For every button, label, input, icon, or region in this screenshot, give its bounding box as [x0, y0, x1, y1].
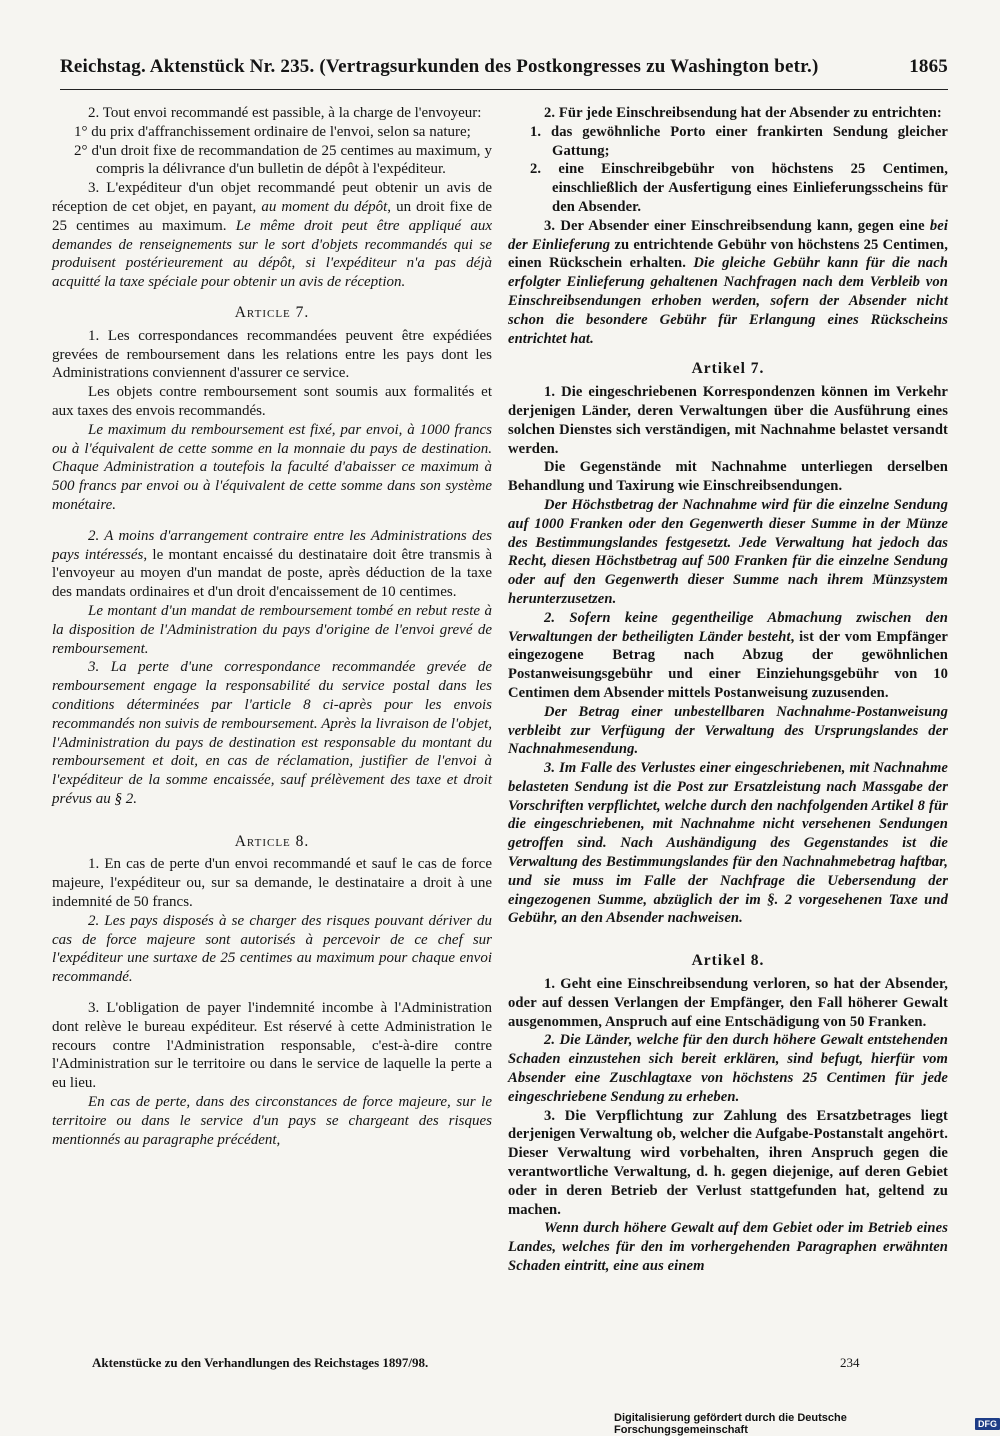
article-heading: Article 8.: [234, 832, 310, 850]
italic-paragraph: 3. Im Falle des Verlustes einer eingeschriebenen, mit Nachnahme belasteten Sendung ist die Post zur Ersatzleistung nach Massgabe der Vorschriften verpflichtet, welche durch den nachfolgenden Artikel 8 für die eingeschriebenen, mit Nachnahme nicht versehenen Sendungen getroffen sind. Nach Aushändigung des Gegenstandes ist die Verwaltung des Bestimmungslandes für den Nachnahmebetrag haftbar, und sie muss im Falle der Nachfrage die Uebersendung der eingezogenen Summe, abzüglich der im §. 2 vorgesehenen Taxe und Gebühr, an den Absender nachweisen.: [508, 760, 948, 927]
header-rule: [60, 89, 948, 90]
paragraph: 1. Geht eine Einschreibsendung verloren, so hat der Absender, oder auf dessen Verlangen der Empfänger, den Fall höherer Gewalt ausgenommen, Anspruch auf eine Entschädigung von 50 Franken.: [508, 976, 948, 1030]
italic-paragraph: Le montant d'un mandat de remboursement tombé en rebut reste à la disposition de l'Administration du pays d'origine de l'envoi grevé de remboursement.: [52, 602, 492, 657]
article-heading: Article 7.: [234, 303, 310, 321]
paragraph: Die Gegenstände mit Nachnahme unterliegen derselben Behandlung und Taxirung wie Einschreibsendungen.: [508, 459, 948, 495]
paragraph: 2. Tout envoi recommandé est passible, à la charge de l'envoyeur:: [88, 105, 482, 121]
text-run: zu entrichtende Gebühr von höchstens 25 Centimen, einen Rückschein erhalten.: [508, 236, 948, 272]
running-header: [60, 56, 948, 86]
list-item: 2. eine Einschreibgebühr von höchstens 25 Centimen, einschließlich der Ausfertigung eines Einlieferungsscheins für den Absender.: [530, 161, 948, 215]
italic-paragraph: Der Betrag einer unbestellbaren Nachnahme-Postanweisung verbleibt zur Verfügung der Verwaltung des Ursprungslandes der Nachnahmesendung.: [508, 703, 948, 758]
list-item: 1° du prix d'affranchissement ordinaire de l'envoi, selon sa nature;: [74, 123, 471, 140]
text-run: , ist der vom Empfänger eingezogene Betrag nach Abzug der gewöhnlichen Postanweisungsgebühr und einer Einziehungsgebühr von 10 Centimen dem Absender mittels Postanweisung zuzusenden.: [508, 628, 948, 701]
paragraph: [52, 527, 492, 602]
digitization-credit: [614, 1412, 1000, 1436]
header-page-number: 1865: [909, 56, 948, 77]
paragraph: 3. Die Verpflichtung zur Zahlung des Ersatzbetrages liegt derjenigen Verwaltung ob, welcher die Aufgabe-Postanstalt angehört. Dieser Verwaltung wird vorbehalten, ihren Anspruch gegen die verantwortliche Verwaltung, d. h. gegen diejenige, auf deren Gebiet oder in deren Betrieb der Verlust stattgefunden hat, geltend zu machen.: [508, 1107, 948, 1218]
italic-text: au moment du dépôt: [261, 198, 388, 215]
german-column: [508, 104, 948, 1276]
italic-paragraph: 2. Les pays disposés à se charger des risques pouvant dériver du cas de force majeure sont autorisés à percevoir de ce chef sur l'expéditeur une surtaxe de 25 centimes au maximum pour chaque envoi recommandé.: [52, 912, 492, 986]
paragraph-gap: [52, 987, 492, 999]
text-run: 3. Der Absender einer Einschreibsendung kann, gegen eine: [544, 217, 930, 234]
header-title: Reichstag. Aktenstück Nr. 235. (Vertragsurkunden des Postkongresses zu Washington betr.): [60, 56, 819, 77]
text-run: , un droit fixe de 25 centimes au maximum.: [52, 198, 493, 234]
italic-text: bei der Einlieferung: [508, 217, 948, 253]
paragraph-gap: [508, 928, 948, 940]
footer-page-number: 234: [840, 1355, 860, 1370]
text-run: , le montant encaissé du destinataire doit être transmis à l'envoyeur au moyen d'un mandat de poste, après déduction de la taxe des mandats ordinaires et d'un droit d'encaissement de 10 centimes.: [52, 546, 492, 601]
paragraph: 3. L'obligation de payer l'indemnité incombe à l'Administration dont relève le bureau expéditeur. Est réservé à cette Administration le recours contre l'Administration responsable, c'est-à-dire contre l'Administration sur le territoire ou dans le service de laquelle la perte a eu lieu.: [52, 1000, 492, 1092]
paragraph: [508, 609, 948, 703]
list-item: 2° d'un droit fixe de recommandation de 25 centimes au maximum, y compris la délivrance d'un bulletin de dépôt à l'expéditeur.: [74, 142, 492, 178]
italic-paragraph: En cas de perte, dans des circonstances de force majeure, sur le territoire ou dans le service d'un pays se chargeant des risques mentionnés au paragraphe précédent,: [52, 1094, 492, 1148]
italic-paragraph: 2. Die Länder, welche für den durch höhere Gewalt entstehenden Schaden einzustehen sich bereit erklären, sind befugt, hierfür vom Absender eine Zuschlagtaxe von höchstens 25 Centimen für jede eingeschriebene Sendung zu erheben.: [508, 1032, 948, 1105]
paragraph: [52, 179, 492, 292]
italic-paragraph: Der Höchstbetrag der Nachnahme wird für die einzelne Sendung auf 1000 Franken oder den Gegenwerth dieser Summe in der Münze des Bestimmungslandes festgesetzt. Jede Verwaltung hat jedoch das Recht, diesen Höchstbetrag auf 500 Franken für die einzelne Sendung oder auf den Gegenwerth dieser Summe nach ihrem Münzsystem herunterzusetzen.: [508, 496, 948, 607]
italic-paragraph: 3. La perte d'une correspondance recommandée grevée de remboursement engage la responsabilité du service postal dans les conditions déterminées par l'article 8 ci-après pour les envois recommandés non suivis de remboursement. Après la livraison de l'objet, l'Administration du pays de destination est responsable du montant du remboursement et doit, en cas de réclamation, justifier de l'envoi à l'expéditeur de la somme encaissée, sauf prélèvement des taxe et droit prévus au § 2.: [52, 659, 492, 807]
italic-text: 2. A moins d'arrangement contraire entre les Administrations des pays intéressés: [52, 527, 492, 563]
list-item: 1. das gewöhnliche Porto einer frankirten Sendung gleicher Gattung;: [530, 123, 948, 159]
article-heading: Artikel 8.: [691, 952, 765, 970]
french-column: [52, 104, 492, 1149]
footer-source: Aktenstücke zu den Verhandlungen des Reichstages 1897/98.: [92, 1355, 429, 1370]
paragraph-gap: [52, 515, 492, 527]
italic-text: Die gleiche Gebühr kann für die nach erfolgter Einlieferung gehaltenen Nachfragen nach dem Verbleib von Einschreibsendungen erhoben werden, sofern der Absender nicht schon die besondere Gebühr für Erlangung eines Rückscheins entrichtet hat.: [508, 255, 948, 347]
paragraph: 1. Die eingeschriebenen Korrespondenzen können im Verkehr derjenigen Länder, deren Verwaltungen über die Ausführung eines solchen Dienstes sich verständigen, mit Nachnahme belastet versandt werden.: [508, 384, 948, 457]
article-heading: Artikel 7.: [691, 360, 765, 378]
paragraph: Les objets contre remboursement sont soumis aux formalités et aux taxes des envois recommandés.: [52, 384, 492, 419]
italic-text: 2. Sofern keine gegentheilige Abmachung zwischen den Verwaltungen der betheiligten Länder besteht: [508, 609, 948, 645]
dfg-logo: DFG: [975, 1418, 1000, 1430]
paragraph: 1. En cas de perte d'un envoi recommandé et sauf le cas de force majeure, l'expéditeur ou, sur sa demande, le destinataire a droit à une indemnité de 50 francs.: [52, 856, 492, 911]
paragraph: 1. Les correspondances recommandées peuvent être expédiées grevées de remboursement dans les relations entre les pays dont les Administrations conviennent d'assurer ce service.: [52, 327, 492, 382]
text-run: 3. L'expéditeur d'un objet recommandé peut obtenir un avis de réception de cet objet, en payant,: [52, 180, 492, 215]
italic-paragraph: Le maximum du remboursement est fixé, par envoi, à 1000 francs ou à l'équivalent de cette somme en la monnaie du pays de destination. Chaque Administration a toutefois la faculté d'abaisser ce maximum à 500 francs par envoi ou à l'équivalent de cette somme dans son système monétaire.: [52, 421, 492, 513]
italic-text: Le même droit peut être appliqué aux demandes de renseignements sur le sort d'objets recommandés qui se produisent postérieurement au dépôt, si l'expéditeur n'a pas déjà acquitté la taxe spéciale pour obtenir un avis de réception.: [52, 217, 492, 291]
paragraph-gap: [52, 809, 492, 821]
paragraph: [508, 217, 948, 349]
paragraph: 2. Für jede Einschreibsendung hat der Absender zu entrichten:: [544, 105, 942, 121]
credit-text: Digitalisierung gefördert durch die Deutsche Forschungsgemeinschaft: [614, 1412, 847, 1436]
italic-paragraph: Wenn durch höhere Gewalt auf dem Gebiet oder im Betrieb eines Landes, welches für den im vorhergehenden Paragraphen erwähnten Schaden eintritt, eine aus einem: [508, 1220, 948, 1275]
